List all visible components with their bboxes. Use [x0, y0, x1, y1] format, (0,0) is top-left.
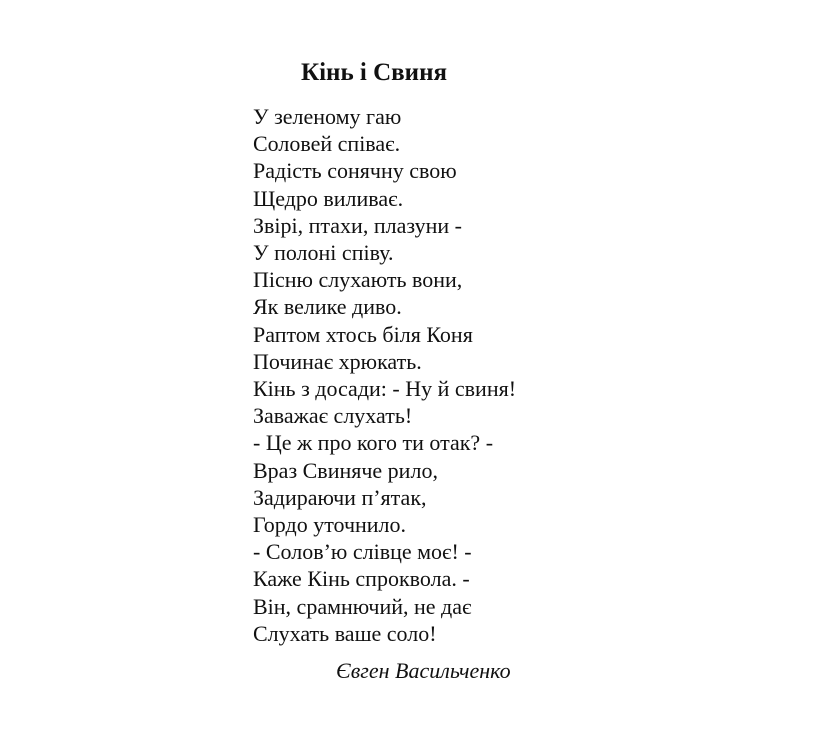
poem-line: Слухать ваше соло! — [253, 620, 437, 646]
poem-line: Каже Кінь спроквола. - — [253, 566, 470, 592]
poem-line: Щедро виливає. — [253, 185, 404, 211]
poem-line: Раптом хтось біля Коня — [253, 321, 473, 347]
poem-line: Враз Свиняче рило, — [253, 457, 438, 483]
poem-line: Він, срамнючий, не дає — [253, 593, 472, 619]
poem-line: Заважає слухать! — [253, 403, 413, 429]
poem-line: Як велике диво. — [253, 294, 402, 320]
poem-line: Соловей співає. — [253, 131, 401, 157]
poem-line: У зеленому гаю — [253, 104, 402, 129]
poem-line: - Солов’ю слівце моє! - — [253, 539, 472, 565]
poem-title: Кінь і Свиня — [300, 59, 448, 86]
poem-line: Гордо уточнило. — [253, 512, 407, 538]
poem-line: Радість сонячну свою — [253, 158, 457, 184]
poem-author: Євген Васильченко — [336, 658, 511, 683]
poem-line: - Це ж про кого ти отак? - — [253, 430, 494, 456]
poem-line: Кінь з досади: - Ну й свиня! — [253, 376, 517, 402]
poem-line: Задираючи п’ятак, — [253, 484, 427, 510]
poem-line: У полоні співу. — [253, 240, 394, 266]
poem-body — [253, 103, 516, 647]
poem-line: Пісню слухають вони, — [253, 267, 463, 293]
poem-line: Починає хрюкать. — [253, 348, 422, 374]
poem-line: Звірі, птахи, плазуни - — [253, 212, 462, 238]
